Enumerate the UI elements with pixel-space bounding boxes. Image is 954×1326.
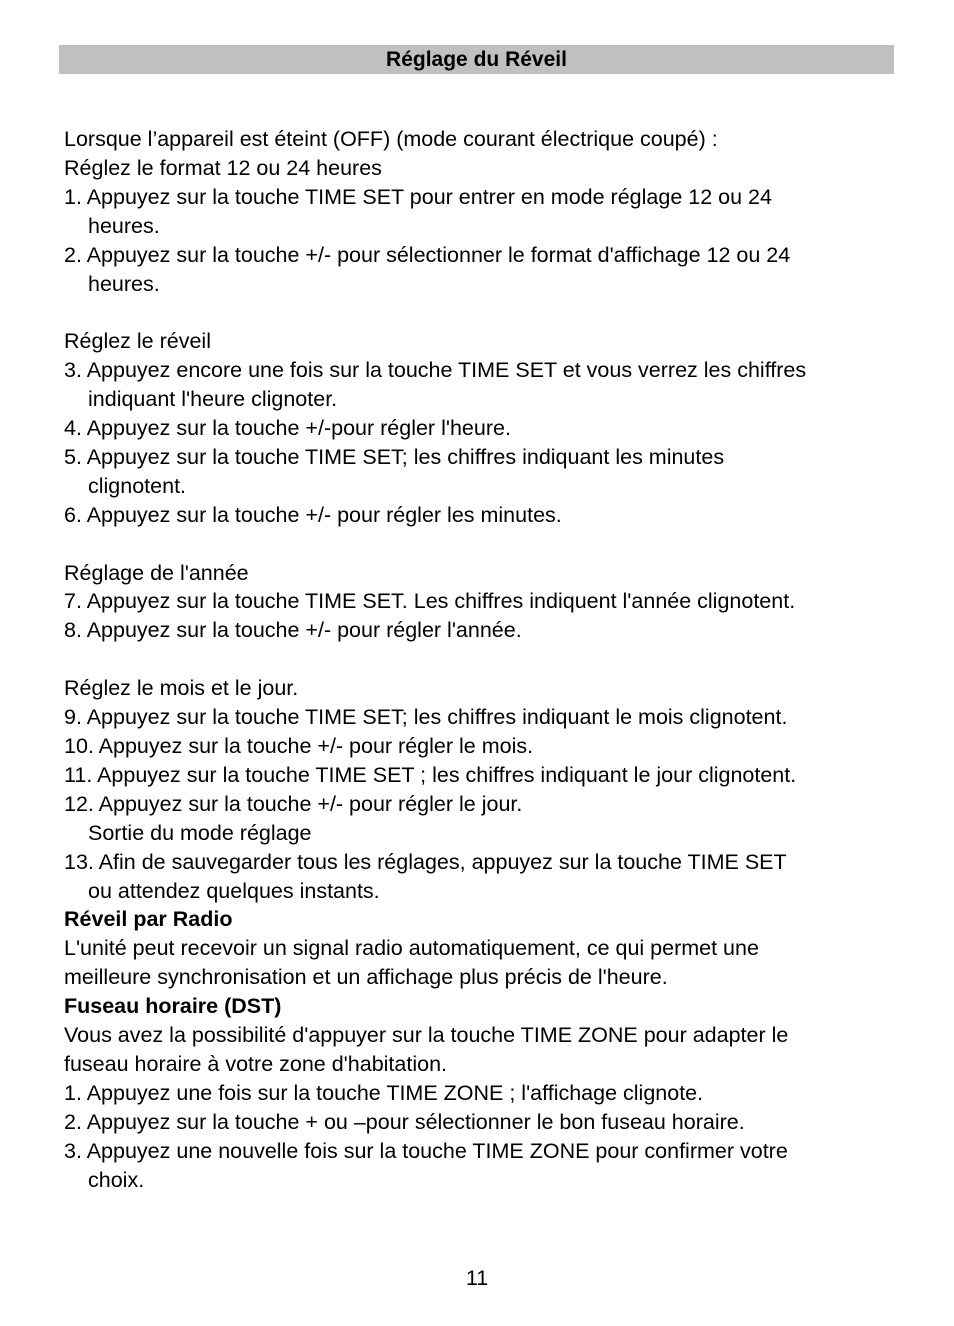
section-heading-alarm: Réglez le réveil xyxy=(64,329,211,354)
list-item-continuation: heures. xyxy=(88,213,160,238)
section-heading-year: Réglage de l'année xyxy=(64,560,249,585)
paragraph-line: Vous avez la possibilité d'appuyer sur la touche TIME ZONE pour adapter le xyxy=(64,1023,789,1048)
paragraph-line: meilleure synchronisation et un affichage plus précis de l'heure. xyxy=(64,965,668,990)
list-item: 3. Appuyez encore une fois sur la touche TIME SET et vous verrez les chiffres xyxy=(64,358,807,383)
list-item: 5. Appuyez sur la touche TIME SET; les chiffres indiquant les minutes xyxy=(64,444,725,469)
paragraph-line: L'unité peut recevoir un signal radio automatiquement, ce qui permet une xyxy=(64,936,759,961)
list-item-continuation: choix. xyxy=(88,1167,145,1192)
list-item-continuation: ou attendez quelques instants. xyxy=(88,878,380,903)
list-item: 8. Appuyez sur la touche +/- pour régler l'année. xyxy=(64,618,522,643)
page-title: Réglage du Réveil xyxy=(386,47,567,71)
list-item: 10. Appuyez sur la touche +/- pour régler le mois. xyxy=(64,733,534,758)
section-heading-month-day: Réglez le mois et le jour. xyxy=(64,676,299,701)
list-item-continuation: clignotent. xyxy=(88,473,187,498)
section-heading-dst: Fuseau horaire (DST) xyxy=(64,994,282,1019)
list-item: 13. Afin de sauvegarder tous les réglages, appuyez sur la touche TIME SET xyxy=(64,849,787,874)
list-item: 3. Appuyez une nouvelle fois sur la touche TIME ZONE pour confirmer votre xyxy=(64,1138,788,1163)
paragraph-gap xyxy=(64,530,904,559)
list-item: 6. Appuyez sur la touche +/- pour régler les minutes. xyxy=(64,502,562,527)
list-item: 11. Appuyez sur la touche TIME SET ; les chiffres indiquant le jour clignotent. xyxy=(64,762,797,787)
section-heading-format: Réglez le format 12 ou 24 heures xyxy=(64,155,382,180)
document-body xyxy=(64,125,904,1194)
list-item: 1. Appuyez une fois sur la touche TIME ZONE ; l'affichage clignote. xyxy=(64,1080,704,1105)
paragraph-gap xyxy=(64,645,904,674)
list-item: 12. Appuyez sur la touche +/- pour régler le jour. xyxy=(64,791,523,816)
paragraph-line: fuseau horaire à votre zone d'habitation. xyxy=(64,1051,448,1076)
list-item: 2. Appuyez sur la touche + ou –pour sélectionner le bon fuseau horaire. xyxy=(64,1109,745,1134)
list-item: 9. Appuyez sur la touche TIME SET; les chiffres indiquant le mois clignotent. xyxy=(64,705,788,730)
list-item: 4. Appuyez sur la touche +/-pour régler l'heure. xyxy=(64,416,511,441)
exit-setting-heading: Sortie du mode réglage xyxy=(88,820,312,845)
list-item: 1. Appuyez sur la touche TIME SET pour entrer en mode réglage 12 ou 24 xyxy=(64,184,772,209)
list-item-continuation: heures. xyxy=(88,271,160,296)
intro-text: Lorsque l’appareil est éteint (OFF) (mode courant électrique coupé) : xyxy=(64,127,718,151)
section-heading-radio: Réveil par Radio xyxy=(64,907,233,932)
paragraph-gap xyxy=(64,298,904,327)
list-item: 7. Appuyez sur la touche TIME SET. Les chiffres indiquent l'année clignotent. xyxy=(64,589,796,614)
list-item-continuation: indiquant l'heure clignoter. xyxy=(88,387,338,412)
list-item: 2. Appuyez sur la touche +/- pour sélectionner le format d'affichage 12 ou 24 xyxy=(64,242,791,267)
page-number: 11 xyxy=(465,1266,489,1290)
section-title-bar xyxy=(59,45,894,74)
